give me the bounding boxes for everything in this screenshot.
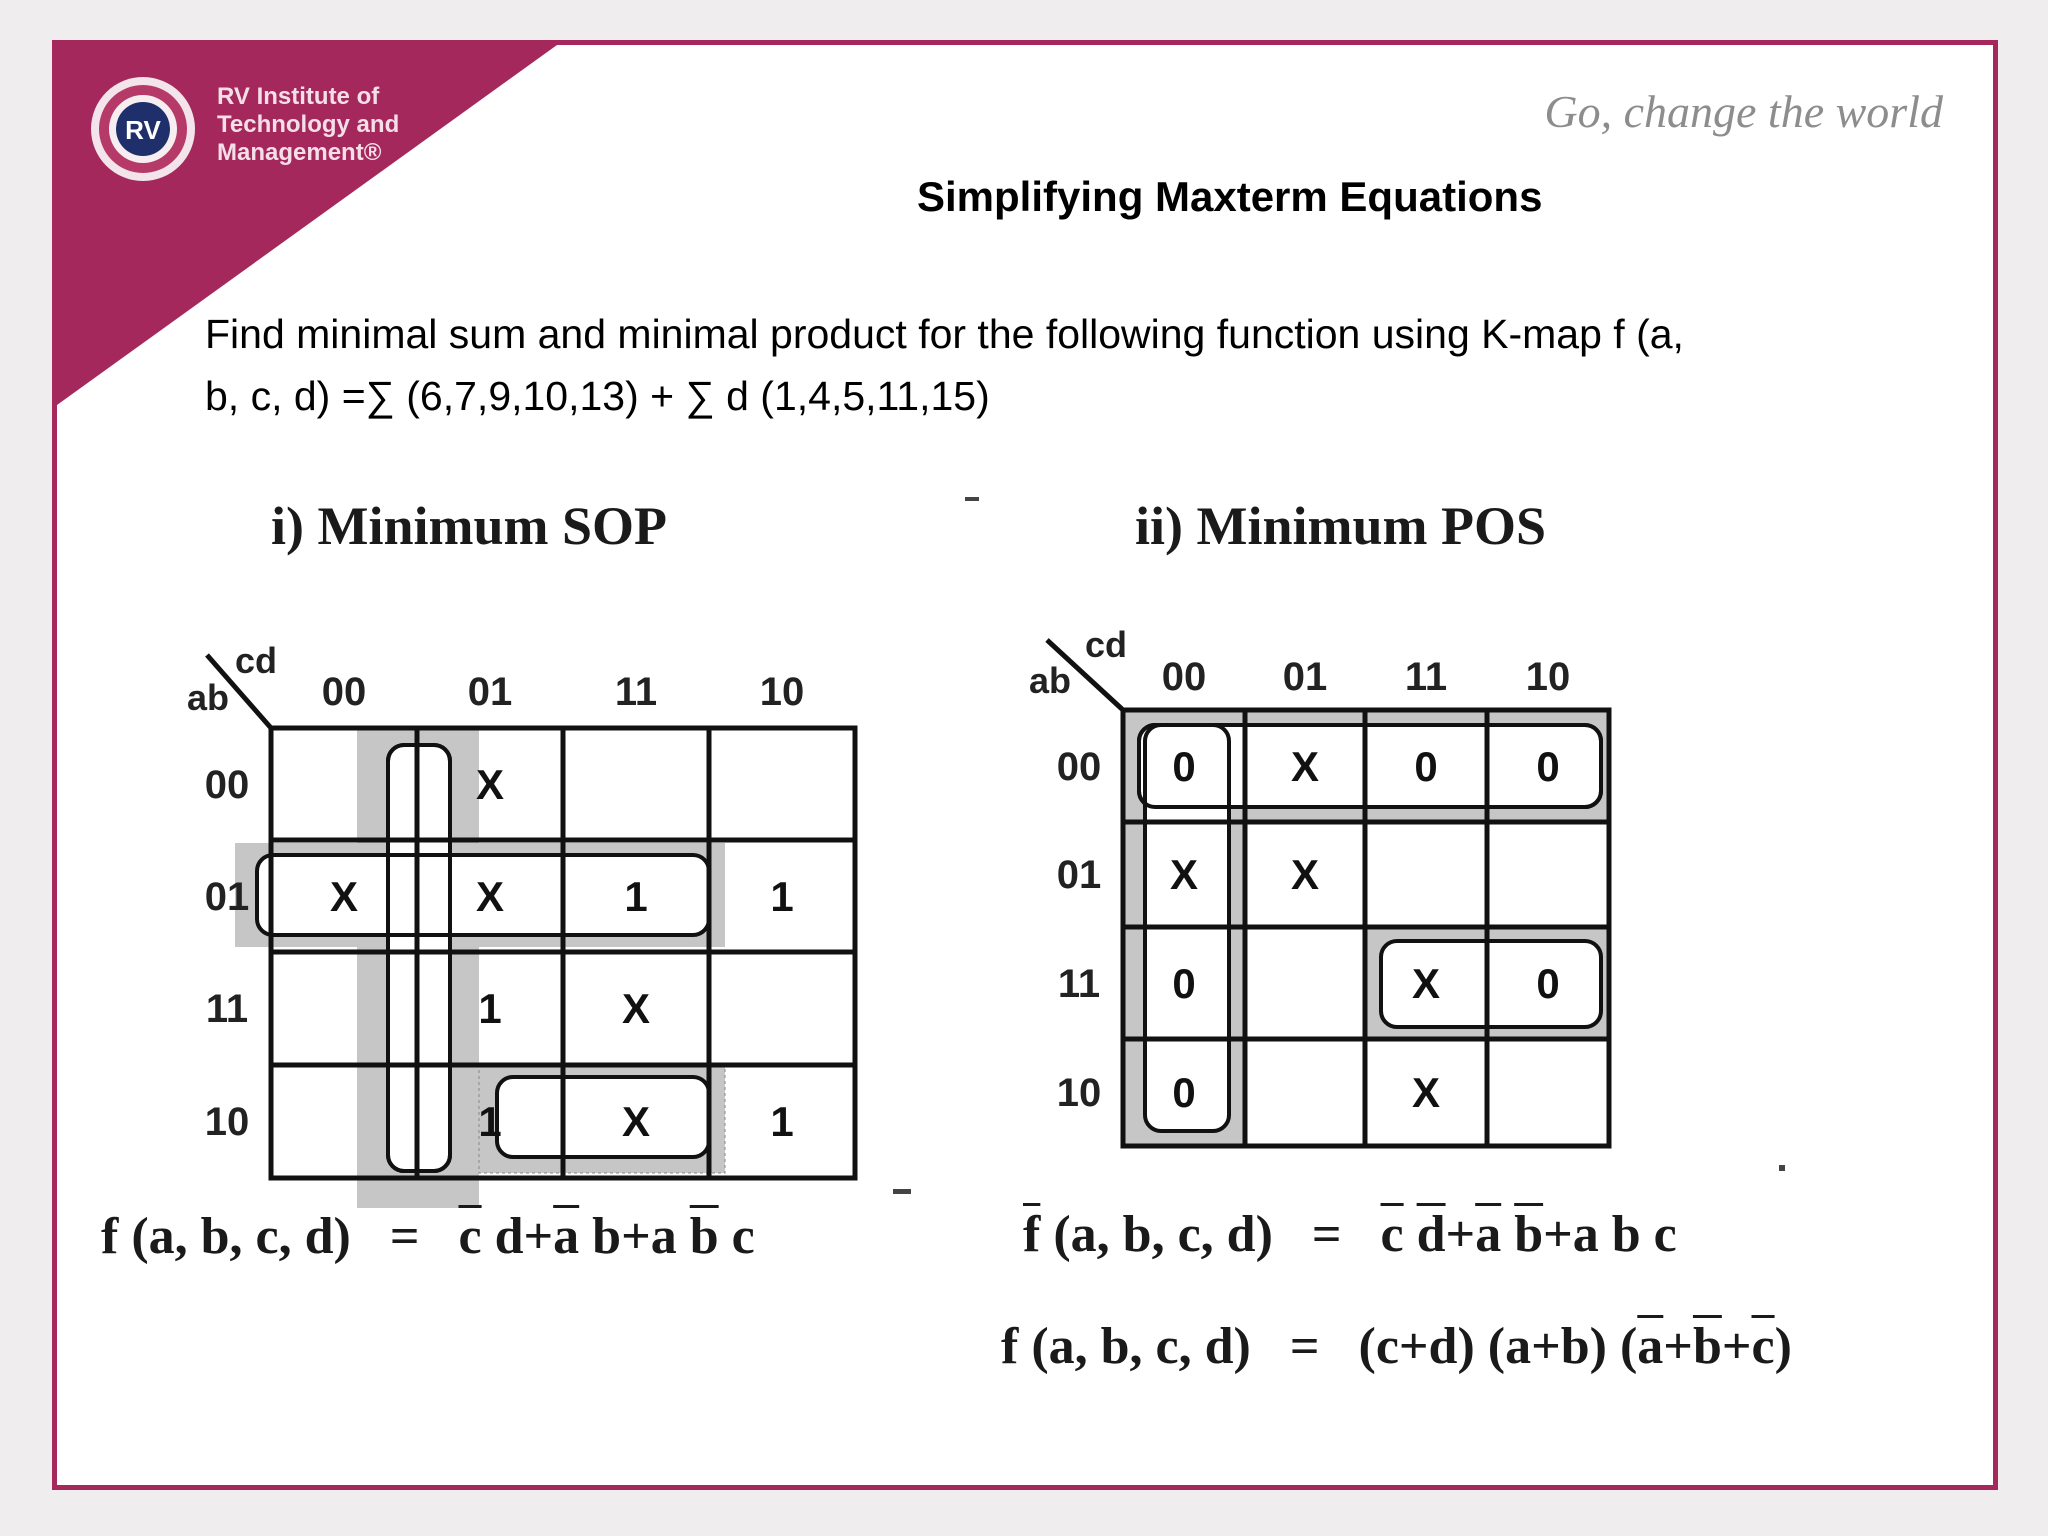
sop-cell: 1 bbox=[770, 1098, 794, 1145]
question-line-2: b, c, d) =∑ (6,7,9,10,13) + ∑ d (1,4,5,11,15) bbox=[205, 373, 990, 419]
pos-eq1-plus-1: + bbox=[1445, 1206, 1476, 1263]
sop-corner-ab: ab bbox=[187, 677, 230, 718]
pos-corner-ab: ab bbox=[1029, 660, 1072, 701]
pos-col-label: 01 bbox=[1282, 655, 1328, 699]
pos-eq2-lhs: f (a, b, c, d) bbox=[1001, 1318, 1251, 1375]
institute-name-line-1: RV Institute of bbox=[217, 83, 380, 110]
sop-eq-equals: = bbox=[389, 1208, 420, 1265]
pos-cell: X bbox=[1290, 743, 1320, 790]
sop-eq-b: b bbox=[592, 1208, 622, 1265]
sop-cell: 1 bbox=[478, 985, 502, 1032]
pos-cell: 0 bbox=[1536, 960, 1560, 1007]
pos-eq2-c-bar: $\overline{c}$ bbox=[1751, 1318, 1775, 1375]
pos-row-label: 01 bbox=[1056, 853, 1102, 897]
pos-eq1-plus-2: + bbox=[1543, 1206, 1573, 1263]
sop-corner-cd: cd bbox=[235, 640, 278, 681]
pos-row-label: 00 bbox=[1056, 745, 1102, 789]
pos-col-label: 00 bbox=[1161, 655, 1207, 699]
sop-eq-a-bar: $\overline{a}$ bbox=[553, 1208, 580, 1265]
scan-speck bbox=[965, 497, 979, 501]
sop-col-label: 10 bbox=[759, 670, 805, 714]
sop-row-label: 00 bbox=[204, 763, 250, 807]
sop-cell: X bbox=[621, 985, 651, 1032]
sop-eq-d: d bbox=[494, 1208, 524, 1265]
sop-eq-plus-2: + bbox=[621, 1208, 651, 1265]
sop-heading: i) Minimum SOP bbox=[271, 496, 668, 556]
pos-cell: 0 bbox=[1536, 743, 1560, 790]
pos-cell: X bbox=[1411, 960, 1441, 1007]
sop-eq-b-bar: $\overline{b}$ bbox=[689, 1208, 719, 1265]
sop-row-label: 10 bbox=[204, 1100, 250, 1144]
pos-eq2-a-bar: $\overline{a}$ bbox=[1637, 1318, 1664, 1375]
pos-cell: 0 bbox=[1172, 960, 1196, 1007]
sop-eq-plus-1: + bbox=[523, 1208, 554, 1265]
sop-cell: 1 bbox=[478, 1098, 502, 1145]
pos-cell: X bbox=[1169, 851, 1199, 898]
question-line-1: Find minimal sum and minimal product for the following function using K-map f (a, bbox=[205, 311, 1684, 357]
pos-row-label: 11 bbox=[1057, 962, 1101, 1006]
pos-eq1-a-bar: $\overline{a}$ bbox=[1475, 1206, 1502, 1263]
sop-cell: 1 bbox=[770, 873, 794, 920]
pos-cell: 0 bbox=[1172, 1069, 1196, 1116]
pos-eq1-f-bar: $\overline{f}$ bbox=[1023, 1206, 1041, 1263]
pos-equation bbox=[1001, 1317, 1792, 1376]
pos-eq1-equals: = bbox=[1311, 1206, 1342, 1263]
pos-eq2-close: ) bbox=[1774, 1318, 1792, 1375]
slide-title: Simplifying Maxterm Equations bbox=[917, 173, 1543, 220]
pos-eq2-factor-1: (c+d) bbox=[1358, 1318, 1475, 1375]
pos-eq1-abc: a b c bbox=[1572, 1206, 1677, 1263]
sop-eq-a: a bbox=[650, 1208, 677, 1265]
sop-cell: X bbox=[621, 1098, 651, 1145]
sop-row-label: 11 bbox=[205, 987, 249, 1031]
slide bbox=[52, 40, 1998, 1490]
tagline: Go, change the world bbox=[1544, 86, 1943, 137]
pos-eq2-open: ( bbox=[1619, 1318, 1638, 1375]
pos-heading: ii) Minimum POS bbox=[1135, 496, 1547, 556]
pos-eq2-plus-2: + bbox=[1721, 1318, 1752, 1375]
pos-eq2-b-bar: $\overline{b}$ bbox=[1692, 1318, 1722, 1375]
pos-cell: 0 bbox=[1414, 743, 1438, 790]
sop-eq-c: c bbox=[731, 1208, 755, 1265]
sop-cell: X bbox=[475, 873, 505, 920]
sop-cell: X bbox=[329, 873, 359, 920]
pos-corner-cd: cd bbox=[1085, 624, 1128, 665]
sop-equation bbox=[101, 1207, 755, 1266]
sop-cell: 1 bbox=[624, 873, 648, 920]
pos-col-label: 11 bbox=[1404, 655, 1448, 699]
sop-col-label: 01 bbox=[467, 670, 513, 714]
pos-eq2-factor-2: (a+b) bbox=[1487, 1318, 1607, 1375]
sop-col-label: 11 bbox=[614, 670, 658, 714]
scan-speck bbox=[1779, 1165, 1785, 1171]
logo-monogram: RV bbox=[125, 115, 161, 145]
pos-cell: X bbox=[1290, 851, 1320, 898]
pos-col-label: 10 bbox=[1525, 655, 1571, 699]
sop-row-label: 01 bbox=[204, 875, 250, 919]
sop-eq-c-bar: $\overline{c}$ bbox=[458, 1208, 482, 1265]
pos-cell: 0 bbox=[1172, 743, 1196, 790]
sop-eq-lhs: f (a, b, c, d) bbox=[101, 1208, 351, 1265]
institute-name-line-2: Technology and bbox=[217, 111, 400, 138]
pos-eq2-plus-1: + bbox=[1663, 1318, 1693, 1375]
pos-equation-complement bbox=[1023, 1205, 1677, 1264]
sop-col-label: 00 bbox=[321, 670, 367, 714]
pos-eq1-c-bar: $\overline{c}$ bbox=[1380, 1206, 1404, 1263]
institute-name-line-3: Management® bbox=[217, 139, 382, 166]
sop-cell: X bbox=[475, 761, 505, 808]
pos-kmap bbox=[57, 45, 1998, 1490]
pos-eq1-b-bar: $\overline{b}$ bbox=[1514, 1206, 1544, 1263]
pos-eq2-equals: = bbox=[1289, 1318, 1320, 1375]
pos-eq1-lhs: (a, b, c, d) bbox=[1053, 1206, 1273, 1263]
pos-cell: X bbox=[1411, 1069, 1441, 1116]
scan-speck bbox=[893, 1189, 911, 1194]
pos-row-label: 10 bbox=[1056, 1071, 1102, 1115]
pos-eq1-d-bar: $\overline{d}$ bbox=[1416, 1206, 1446, 1263]
